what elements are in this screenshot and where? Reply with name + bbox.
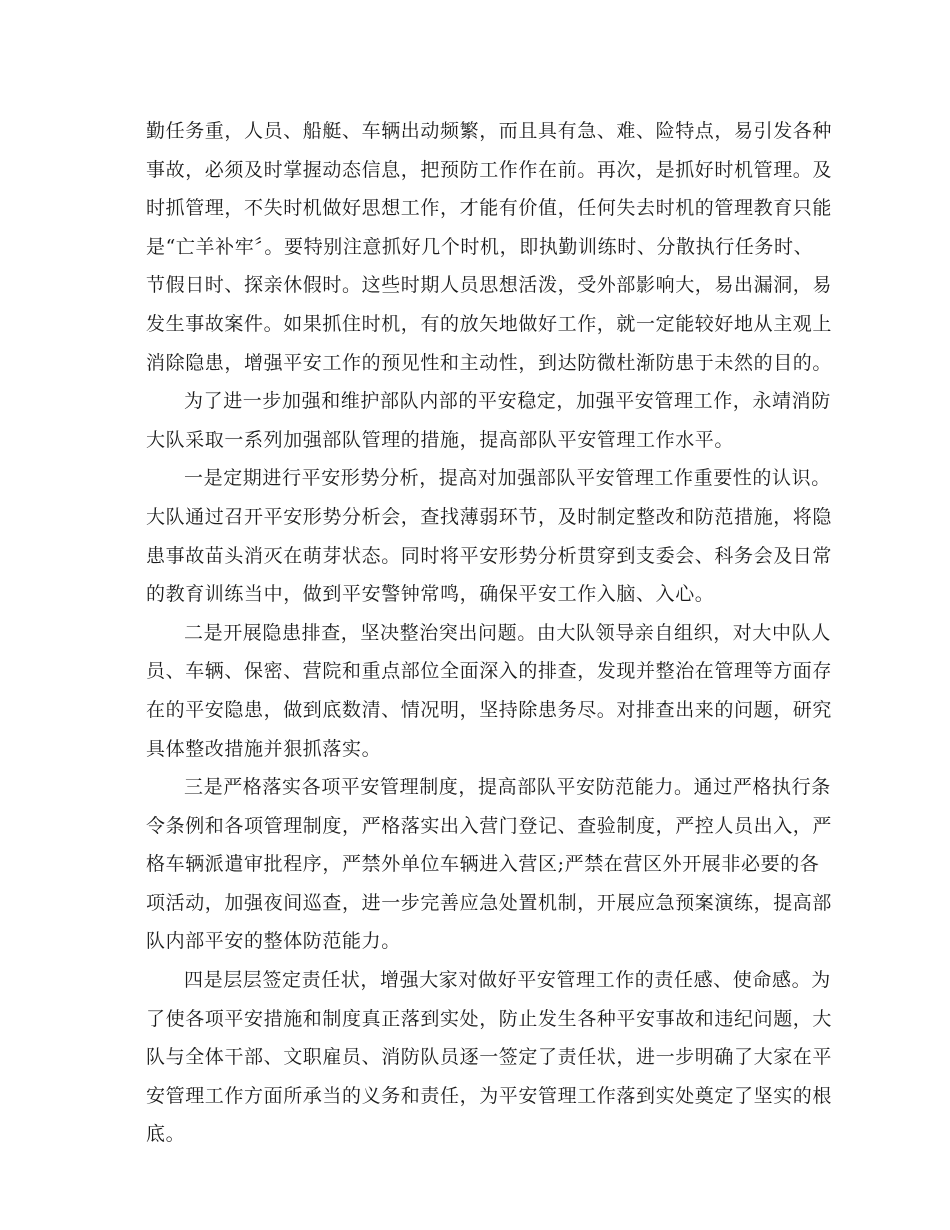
- text-line: 勤任务重，人员、船艇、车辆出动频繁，而且具有急、难、险特点，易引发各种: [146, 120, 833, 142]
- paragraph-first-line: 为了进一步加强和维护部队内部的平安稳定，加强平安管理工作，永靖消防: [184, 390, 831, 413]
- text-line: 大队采取一系列加强部队管理的措施，提高部队平安管理工作水平。: [146, 428, 735, 451]
- paragraph-first-line: 三是严格落实各项平安管理制度，提高部队平安防范能力。通过严格执行条: [184, 776, 831, 799]
- text-line: 格车辆派遣审批程序，严禁外单位车辆进入营区;严禁在营区外开展非必要的各: [146, 853, 820, 876]
- text-line: 队内部平安的整体防范能力。: [146, 930, 401, 953]
- text-line: 令条例和各项管理制度，严格落实出入营门登记、查验制度，严控人员出入，严: [146, 814, 833, 837]
- paragraph-first-line: 二是开展隐患排查，坚决整治突出问题。由大队领导亲自组织，对大中队人: [184, 621, 831, 644]
- text-line: 员、车辆、保密、营院和重点部位全面深入的排查，发现并整治在管理等方面存: [146, 660, 833, 683]
- text-line: 了使各项平安措施和制度真正落到实处，防止发生各种平安事故和违纪问题，大: [146, 1007, 833, 1030]
- text-line: 的教育训练当中，做到平安警钟常鸣，确保平安工作入脑、入心。: [146, 583, 715, 606]
- text-line: 节假日时、探亲休假时。这些时期人员思想活泼，受外部影响大，易出漏洞，易: [146, 274, 833, 297]
- text-line: 事故，必须及时掌握动态信息，把预防工作作在前。再次，是抓好时机管理。及: [146, 158, 833, 181]
- text-line: 是“亡羊补牢〞。要特别注意抓好几个时机，即执勤训练时、分散执行任务时、: [146, 235, 814, 258]
- text-line: 具体整改措施并狠抓落实。: [146, 737, 382, 760]
- text-line: 项活动，加强夜间巡查，进一步完善应急处置机制，开展应急预案演练，提高部: [146, 891, 833, 914]
- text-line: 时抓管理，不失时机做好思想工作，才能有价值，任何失去时机的管理教育只能: [146, 197, 833, 220]
- paragraph-first-line: 一是定期进行平安形势分析，提高对加强部队平安管理工作重要性的认识。: [184, 467, 831, 490]
- document-body: [146, 112, 833, 1154]
- text-line: 大队通过召开平安形势分析会，查找薄弱环节，及时制定整改和防范措施，将隐: [146, 505, 833, 528]
- text-line: 消除隐患，增强平安工作的预见性和主动性，到达防微杜渐防患于未然的目的。: [146, 351, 833, 374]
- text-line: 安管理工作方面所承当的义务和责任，为平安管理工作落到实处奠定了坚实的根: [146, 1084, 833, 1107]
- text-line: 发生事故案件。如果抓住时机，有的放矢地做好工作，就一定能较好地从主观上: [146, 312, 833, 335]
- text-line: 在的平安隐患，做到底数清、情况明，坚持除患务尽。对排查出来的问题，研究: [146, 698, 833, 721]
- text-line: 队与全体干部、文职雇员、消防队员逐一签定了责任状，进一步明确了大家在平: [146, 1046, 833, 1069]
- text-line: 患事故苗头消灭在萌芽状态。同时将平安形势分析贯穿到支委会、科务会及日常: [146, 544, 833, 567]
- text-line: 底。: [146, 1123, 186, 1146]
- paragraph-first-line: 四是层层签定责任状，增强大家对做好平安管理工作的责任感、使命感。为: [184, 969, 831, 992]
